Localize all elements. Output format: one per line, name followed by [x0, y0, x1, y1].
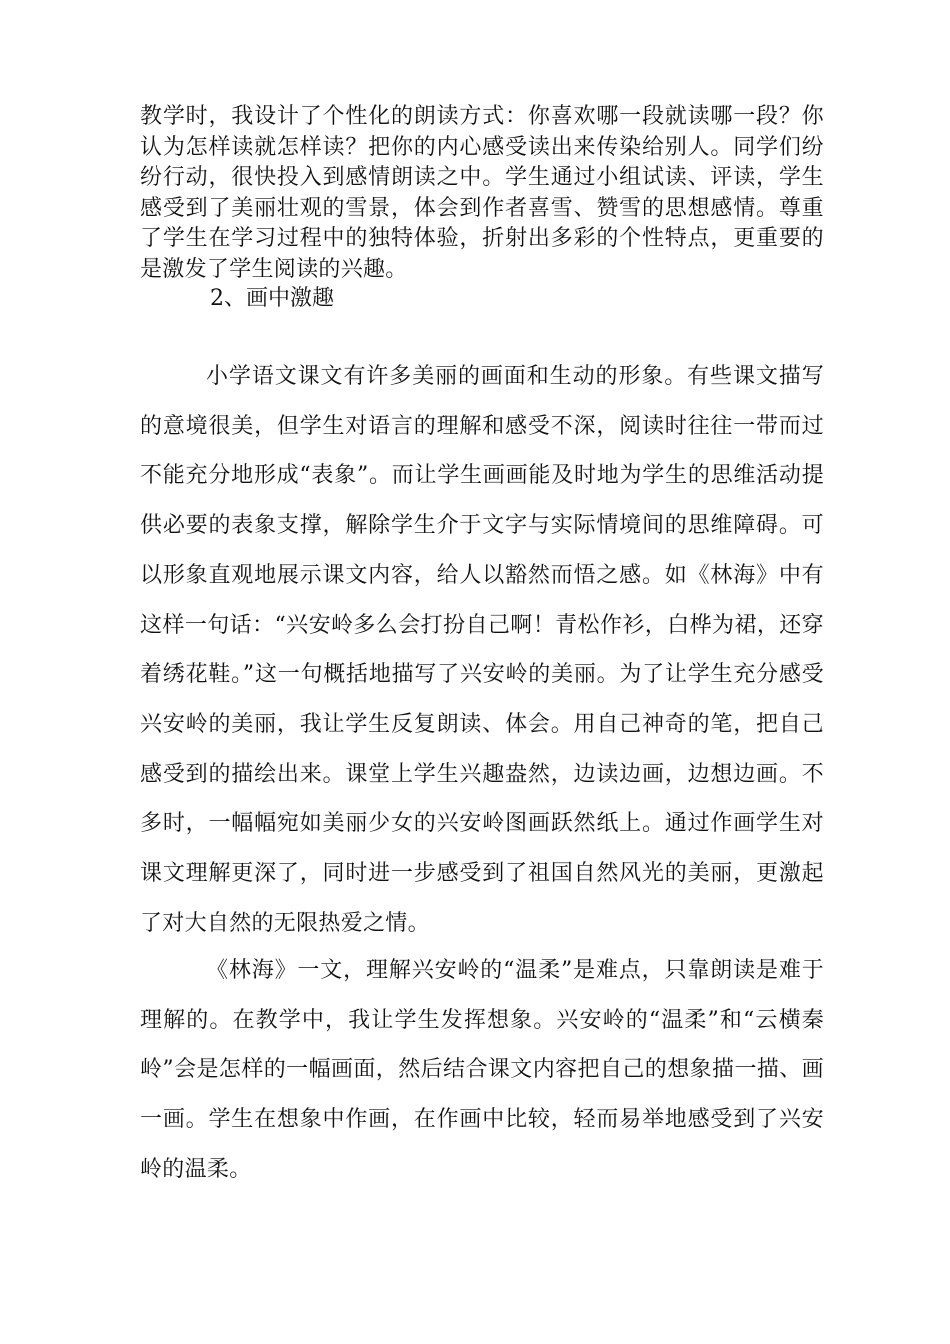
paragraph-reading-method: 教学时，我设计了个性化的朗读方式：你喜欢哪一段就读哪一段？你认为怎样读就怎样读？把你的内心感受读出来传染给别人。同学们纷纷行动，很快投入到感情朗读之中。学生通过小组试读、评读，学生感受到了美丽壮观的雪景，体会到作者喜雪、赞雪的思想感情。尊重了学生在学习过程中的独特体验，折射出多彩的个性特点，更重要的是激发了学生阅读的兴趣。 [140, 104, 824, 282]
paragraph-linhai-gentleness: 《林海》一文，理解兴安岭的“温柔”是难点，只靠朗读是难于理解的。在教学中，我让学生发挥想象。兴安岭的“温柔”和“云横秦岭”会是怎样的一幅画面，然后结合课文内容把自己的想象描一描、画一画。学生在想象中作画，在作画中比较，轻而易举地感受到了兴安岭的温柔。 [140, 958, 824, 1182]
paragraph-drawing-interest: 小学语文课文有许多美丽的画面和生动的形象。有些课文描写的意境很美，但学生对语言的理解和感受不深，阅读时往往一带而过不能充分地形成“表象”。而让学生画画能及时地为学生的思维活动提供必要的表象支撑，解除学生介于文字与实际情境间的思维障碍。可以形象直观地展示课文内容，给人以豁然而悟之感。如《林海》中有这样一句话：“兴安岭多么会打扮自己啊！青松作衫，白桦为裙，还穿着绣花鞋。”这一句概括地描写了兴安岭的美丽。为了让学生充分感受兴安岭的美丽，我让学生反复朗读、体会。用自己神奇的笔，把自己感受到的描绘出来。课堂上学生兴趣盎然，边读边画，边想边画。不多时，一幅幅宛如美丽少女的兴安岭图画跃然纸上。通过作画学生对课文理解更深了，同时进一步感受到了祖国自然风光的美丽，更激起了对大自然的无限热爱之情。 [140, 364, 824, 936]
section-heading-drawing-interest: 2、画中激趣 [210, 286, 334, 311]
